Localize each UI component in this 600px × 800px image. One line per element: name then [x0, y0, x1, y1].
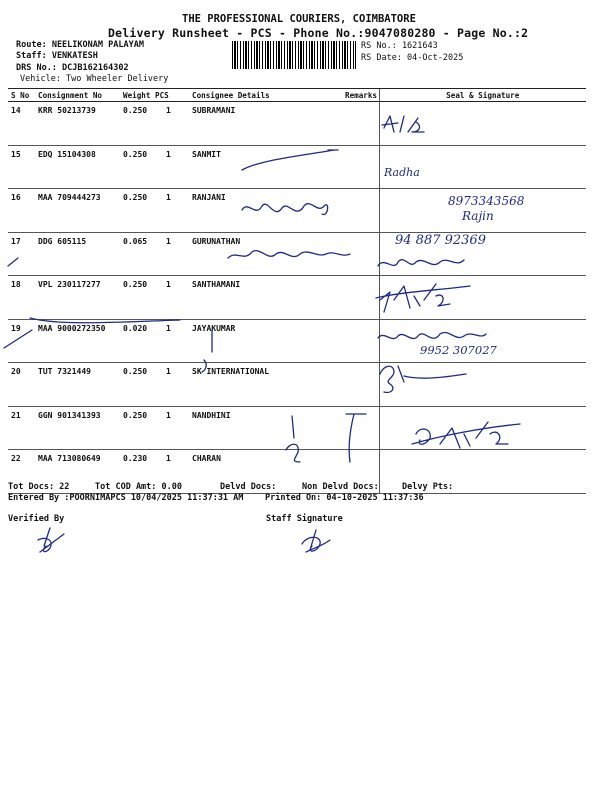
cell-sno: 22 [8, 450, 35, 494]
cell-weight: 0.250 [120, 145, 152, 189]
cell-consignee: JAYAKUMAR [189, 319, 342, 363]
cell-signature [379, 406, 586, 450]
delvy-pts: Delvy Pts: [402, 482, 454, 492]
table-row [8, 189, 586, 233]
cell-pcs: 1 [152, 189, 189, 233]
cell-consignment: MAA 709444273 [35, 189, 120, 233]
table-row [8, 276, 586, 320]
cell-sno: 14 [8, 102, 35, 146]
cell-remarks [342, 319, 379, 363]
cell-weight: 0.065 [120, 232, 152, 276]
cell-signature [379, 363, 586, 407]
cell-consignee: SK INTERNATIONAL [189, 363, 342, 407]
cell-weight: 0.250 [120, 189, 152, 233]
cell-weight: 0.230 [120, 450, 152, 494]
cell-weight: 0.250 [120, 276, 152, 320]
cell-consignment: DDG 605115 [35, 232, 120, 276]
barcode [232, 41, 356, 69]
cell-consignee: SANMIT [189, 145, 342, 189]
col-consignment: Consignment No [35, 89, 120, 102]
cell-remarks [342, 189, 379, 233]
note-row-19-phone: 9952 307027 [420, 343, 497, 357]
cell-consignment: MAA 713080649 [35, 450, 120, 494]
cell-consignment: GGN 901341393 [35, 406, 120, 450]
runsheet-table [8, 88, 586, 494]
cell-consignment: TUT 7321449 [35, 363, 120, 407]
cell-pcs: 1 [152, 406, 189, 450]
cell-signature [379, 319, 586, 363]
vehicle-label: Vehicle: Two Wheeler Delivery [20, 74, 169, 84]
non-delvd-docs: Non Delvd Docs: [302, 482, 379, 492]
table-row [8, 319, 586, 363]
cell-remarks [342, 102, 379, 146]
cell-signature [379, 276, 586, 320]
cell-weight: 0.020 [120, 319, 152, 363]
printed-on: Printed On: 04-10-2025 11:37:36 [265, 493, 424, 503]
table-header-row [8, 89, 586, 102]
cell-sno: 16 [8, 189, 35, 233]
staff-signature-mark [302, 530, 330, 552]
cell-consignee: RANJANI [189, 189, 342, 233]
table-row [8, 145, 586, 189]
drs-number: DRS No.: DCJB162164302 [16, 63, 129, 73]
cell-consignment: EDQ 15104308 [35, 145, 120, 189]
cell-signature [379, 145, 586, 189]
col-weight: Weight [120, 89, 152, 102]
cell-consignee: CHARAN [189, 450, 342, 494]
note-row-17-phone: 94 887 92369 [395, 233, 486, 248]
signature-row-15: Radha [384, 166, 420, 179]
col-pcs: PCS [152, 89, 189, 102]
col-remarks: Remarks [342, 89, 379, 102]
delvd-docs: Delvd Docs: [220, 482, 277, 492]
runsheet-subtitle: Delivery Runsheet - PCS - Phone No.:9047080280 - Page No.:2 [108, 26, 529, 40]
tot-docs: Tot Docs: 22 [8, 482, 70, 492]
cell-remarks [342, 276, 379, 320]
cell-signature [379, 232, 586, 276]
cell-consignee: NANDHINI [189, 406, 342, 450]
staff-label: Staff: VENKATESH [16, 51, 98, 61]
rs-date: RS Date: 04-Oct-2025 [361, 53, 464, 63]
col-consignee: Consignee Details [189, 89, 342, 102]
cell-remarks [342, 232, 379, 276]
cell-sno: 17 [8, 232, 35, 276]
cell-remarks [342, 406, 379, 450]
cell-pcs: 1 [152, 319, 189, 363]
cell-sno: 15 [8, 145, 35, 189]
cell-consignee: SANTHAMANI [189, 276, 342, 320]
note-row-16-phone: 8973343568 [448, 194, 525, 208]
cell-signature [379, 102, 586, 146]
cell-sno: 21 [8, 406, 35, 450]
note-row-16-name: Rajin [462, 209, 494, 223]
tot-cod-amt: Tot COD Amt: 0.00 [95, 482, 182, 492]
cell-sno: 18 [8, 276, 35, 320]
cell-pcs: 1 [152, 363, 189, 407]
table-row [8, 406, 586, 450]
table-row [8, 102, 586, 146]
cell-pcs: 1 [152, 450, 189, 494]
cell-remarks [342, 363, 379, 407]
cell-consignment: MAA 9000272350 [35, 319, 120, 363]
cell-weight: 0.250 [120, 406, 152, 450]
cell-consignment: KRR 50213739 [35, 102, 120, 146]
cell-pcs: 1 [152, 145, 189, 189]
table-row [8, 363, 586, 407]
cell-pcs: 1 [152, 232, 189, 276]
col-sno: S No [8, 89, 35, 102]
cell-consignment: VPL 230117277 [35, 276, 120, 320]
table-row [8, 232, 586, 276]
rs-number: RS No.: 1621643 [361, 41, 438, 51]
cell-signature [379, 189, 586, 233]
cell-sno: 20 [8, 363, 35, 407]
cell-pcs: 1 [152, 276, 189, 320]
cell-consignee: GURUNATHAN [189, 232, 342, 276]
entered-by: Entered By :POORNIMAPCS 10/04/2025 11:37:31 AM [8, 493, 244, 503]
col-seal-signature: Seal & Signature [379, 89, 586, 102]
verified-by-signature [38, 528, 64, 552]
cell-weight: 0.250 [120, 102, 152, 146]
company-name: THE PROFESSIONAL COURIERS, COIMBATORE [182, 13, 416, 25]
cell-remarks [342, 145, 379, 189]
cell-weight: 0.250 [120, 363, 152, 407]
verified-by-label: Verified By [8, 514, 65, 524]
cell-pcs: 1 [152, 102, 189, 146]
staff-signature-label: Staff Signature [266, 514, 343, 524]
cell-consignee: SUBRAMANI [189, 102, 342, 146]
cell-sno: 19 [8, 319, 35, 363]
route-label: Route: NEELIKONAM PALAYAM [16, 40, 144, 50]
